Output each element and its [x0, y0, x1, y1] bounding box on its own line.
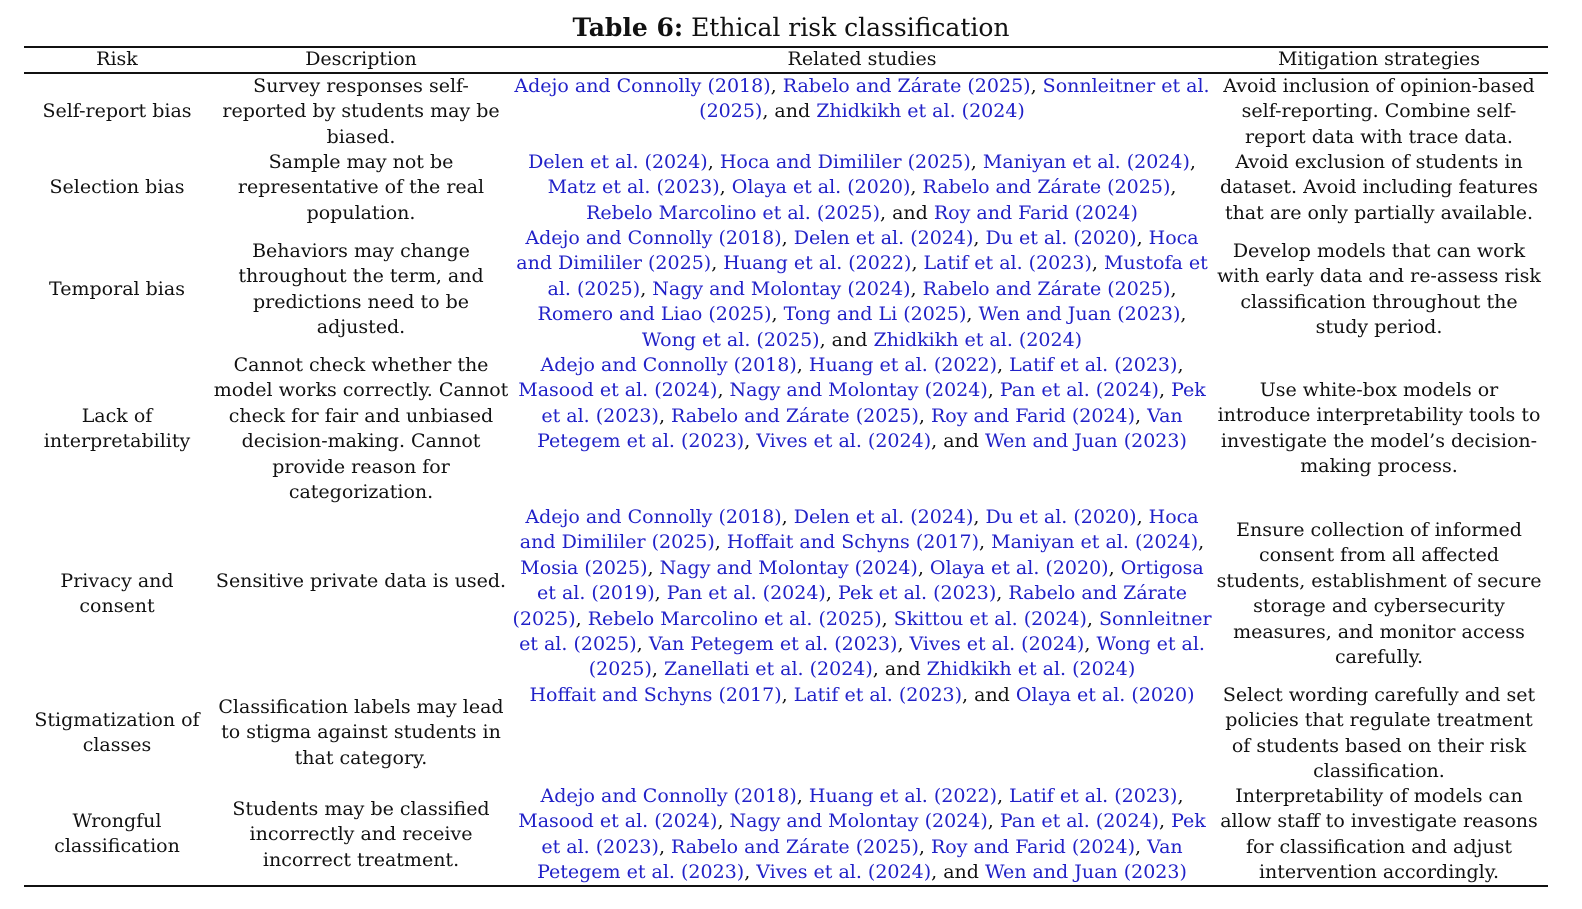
citation-link[interactable]: Olaya et al. (2020)	[731, 176, 911, 199]
citation-separator: ,	[1108, 556, 1121, 579]
citation-link[interactable]: Delen et al. (2024)	[528, 151, 708, 173]
citation-separator: ,	[1198, 531, 1205, 554]
header-description: Description	[305, 48, 417, 70]
citation-link[interactable]: Du et al. (2020)	[985, 506, 1137, 528]
citation-separator: , and	[872, 658, 927, 681]
risk-cell: Lack of interpretability	[43, 405, 191, 453]
citation-link[interactable]: Latif et al. (2023)	[923, 252, 1092, 275]
citation-link[interactable]: Vives et al. (2024)	[756, 430, 932, 453]
citation-separator: , and	[880, 201, 934, 224]
citation-separator: ,	[996, 582, 1009, 605]
citation-separator: ,	[897, 633, 910, 656]
citation-link[interactable]: Adejo and Connolly (2018)	[525, 227, 782, 249]
description-cell: Classification labels may lead to stigma against students in that category.	[218, 696, 504, 769]
header-related-studies: Related studies	[787, 48, 937, 70]
caption-label: Table 6:	[572, 13, 684, 42]
citation-separator: ,	[918, 404, 931, 427]
citation-link[interactable]: Wong et al. (2025)	[588, 633, 1205, 681]
citation-link[interactable]: Mustofa et al. (2025)	[547, 252, 1208, 300]
citation-separator: ,	[987, 810, 1000, 833]
citation-link[interactable]: Masood et al. (2024)	[518, 810, 718, 833]
related-studies-cell	[512, 74, 1212, 125]
citation-separator: ,	[771, 303, 784, 326]
citation-link[interactable]: Maniyan et al. (2024)	[991, 531, 1199, 554]
citation-separator: ,	[707, 151, 720, 173]
citation-link[interactable]: Rabelo and Zárate (2025)	[782, 75, 1031, 97]
citation-separator: ,	[575, 607, 588, 630]
citation-link[interactable]: Pek et al. (2023)	[837, 582, 997, 605]
citation-separator: ,	[997, 785, 1010, 807]
citation-separator: ,	[781, 506, 794, 528]
citation-separator: , and	[819, 328, 874, 351]
citation-link[interactable]: Huang et al. (2022)	[808, 785, 998, 807]
citation-separator: ,	[1136, 227, 1149, 249]
citation-separator: ,	[1158, 379, 1172, 402]
citation-separator: ,	[796, 785, 809, 807]
citation-link[interactable]: Adejo and Connolly (2018)	[514, 75, 771, 97]
citation-separator: , and	[931, 430, 985, 453]
citation-separator: ,	[987, 379, 1000, 402]
citation-link[interactable]: Hoffait and Schyns (2017)	[726, 531, 980, 554]
citation-link[interactable]: Tong and Li (2025)	[783, 303, 967, 326]
citation-link[interactable]: Nagy and Molontay (2024)	[659, 556, 918, 579]
citation-link[interactable]: Rebelo Marcolino et al. (2025)	[586, 201, 880, 224]
citation-separator: ,	[781, 227, 794, 249]
citation-link[interactable]: Latif et al. (2023)	[793, 684, 963, 706]
citation-separator: , and	[931, 861, 985, 884]
description-cell: Behaviors may change throughout the term, and predictions need to be adjusted.	[238, 240, 484, 339]
risk-cell: Temporal bias	[49, 278, 185, 300]
citation-separator: ,	[918, 835, 931, 858]
table-caption	[0, 12, 1582, 44]
citation-separator: ,	[636, 633, 649, 656]
citation-link[interactable]: Olaya et al. (2020)	[1015, 684, 1195, 706]
mitigation-cell: Avoid inclusion of opinion-based self-reporting. Combine self-report data with trace data.	[1223, 75, 1535, 148]
citation-separator: ,	[714, 531, 727, 554]
citation-separator: ,	[1135, 835, 1148, 858]
citation-link[interactable]: Maniyan et al. (2024)	[982, 151, 1190, 173]
citation-separator: ,	[1135, 404, 1148, 427]
citation-separator: ,	[966, 303, 979, 326]
description-cell: Students may be classified incorrectly and receive incorrect treatment.	[232, 798, 490, 871]
citation-link[interactable]: Zhidkikh et al. (2024)	[926, 658, 1136, 681]
citation-separator: ,	[711, 252, 724, 275]
citation-link[interactable]: Wen and Juan (2023)	[978, 303, 1181, 326]
citation-separator: ,	[1030, 75, 1043, 97]
citation-link[interactable]: Zanellati et al. (2024)	[663, 658, 873, 681]
risk-cell: Stigmatization of classes	[34, 709, 200, 757]
citation-link[interactable]: Rabelo and Zárate (2025)	[671, 404, 919, 427]
citation-separator: ,	[717, 379, 730, 402]
mitigation-cell: Interpretability of models can allow staff to investigate reasons for classification and adjust intervention accordingly.	[1220, 785, 1538, 884]
citation-link[interactable]: Rabelo and Zárate (2025)	[922, 277, 1171, 300]
citation-separator: ,	[770, 75, 783, 97]
description-cell: Survey responses self-reported by students may be biased.	[222, 75, 500, 148]
citation-separator: ,	[744, 430, 757, 453]
citation-link[interactable]: Sonnleitner et al. (2025)	[519, 607, 1212, 656]
citation-link[interactable]: Hoca and Dimililer (2025)	[519, 506, 1199, 554]
related-studies-cell	[512, 150, 1212, 226]
risk-cell: Privacy and consent	[60, 570, 174, 618]
citation-link[interactable]: Masood et al. (2024)	[518, 379, 718, 402]
citation-separator: ,	[973, 506, 986, 528]
citation-link[interactable]: Olaya et al. (2020)	[929, 556, 1109, 579]
citation-link[interactable]: Vives et al. (2024)	[756, 861, 932, 884]
citation-separator: ,	[1189, 151, 1196, 173]
citation-link[interactable]: Van Petegem et al. (2023)	[537, 835, 1183, 884]
citation-separator: ,	[1170, 176, 1177, 199]
citation-separator: ,	[917, 556, 930, 579]
citation-link[interactable]: Nagy and Molontay (2024)	[652, 277, 911, 300]
citation-separator: ,	[1170, 277, 1177, 300]
citation-separator: , and	[962, 684, 1016, 706]
citation-link[interactable]: Van Petegem et al. (2023)	[648, 633, 898, 656]
citation-separator: ,	[1177, 785, 1184, 807]
citation-link[interactable]: Huang et al. (2022)	[723, 252, 912, 275]
citation-separator: ,	[911, 252, 924, 275]
citation-link[interactable]: Rabelo and Zárate (2025)	[671, 835, 919, 858]
citation-link[interactable]: Huang et al. (2022)	[808, 354, 998, 376]
citation-separator: ,	[1180, 303, 1187, 326]
citation-link[interactable]: Rebelo Marcolino et al. (2025)	[587, 607, 882, 630]
risk-cell: Selection bias	[49, 176, 185, 198]
citation-link[interactable]: Romero and Liao (2025)	[537, 303, 772, 326]
citation-separator: ,	[719, 176, 732, 199]
citation-link[interactable]: Van Petegem et al. (2023)	[537, 404, 1183, 453]
citation-link[interactable]: Latif et al. (2023)	[1009, 785, 1178, 807]
citation-link[interactable]: Pan et al. (2024)	[666, 582, 826, 605]
citation-link[interactable]: Roy and Farid (2024)	[930, 835, 1136, 858]
risk-cell: Self-report bias	[42, 100, 192, 122]
citation-link[interactable]: Nagy and Molontay (2024)	[729, 810, 988, 833]
citation-link[interactable]: Adejo and Connolly (2018)	[540, 785, 797, 807]
citation-separator: ,	[640, 277, 653, 300]
citation-link[interactable]: Adejo and Connolly (2018)	[525, 506, 782, 528]
citation-separator: ,	[1158, 810, 1172, 833]
mitigation-cell: Use white-box models or introduce interpretability tools to investigate the model’s decision-making process.	[1217, 379, 1541, 478]
related-studies-cell	[512, 226, 1212, 353]
citation-separator: ,	[658, 835, 672, 858]
citation-separator: ,	[1177, 354, 1184, 376]
citation-link[interactable]: Wong et al. (2025)	[641, 328, 820, 351]
related-studies-cell	[512, 505, 1212, 683]
citation-link[interactable]: Ortigosa et al. (2019)	[537, 556, 1204, 605]
citation-link[interactable]: Matz et al. (2023)	[547, 176, 720, 199]
header-mitigation: Mitigation strategies	[1277, 48, 1481, 70]
citation-separator: ,	[1086, 607, 1100, 630]
citation-separator: ,	[881, 607, 894, 630]
citation-separator: ,	[973, 227, 986, 249]
citation-link[interactable]: Roy and Farid (2024)	[933, 201, 1138, 224]
citation-link[interactable]: Pek et al. (2023)	[541, 810, 1206, 858]
related-studies-cell	[512, 353, 1212, 455]
citation-separator: ,	[654, 582, 667, 605]
citation-separator: ,	[781, 684, 794, 706]
citation-separator: ,	[796, 354, 809, 376]
citation-separator: ,	[651, 658, 664, 681]
mitigation-cell: Ensure collection of informed consent from all affected students, establishment of secure storage and cybersecurity measures, and monitor access carefully.	[1216, 519, 1542, 669]
citation-link[interactable]: Delen et al. (2024)	[793, 506, 974, 528]
citation-link[interactable]: Vives et al. (2024)	[909, 633, 1085, 656]
citation-link[interactable]: Mosia (2025)	[520, 556, 648, 579]
citation-link[interactable]: Wen and Juan (2023)	[984, 430, 1187, 453]
citation-link[interactable]: Pan et al. (2024)	[999, 810, 1159, 833]
citation-link[interactable]: Zhidkikh et al. (2024)	[816, 100, 1025, 123]
citation-separator: ,	[744, 861, 757, 884]
citation-link[interactable]: Nagy and Molontay (2024)	[729, 379, 988, 402]
citation-separator: ,	[970, 151, 983, 173]
citation-link[interactable]: Hoffait and Schyns (2017)	[529, 684, 782, 706]
mitigation-cell: Select wording carefully and set policies that regulate treatment of students based on their risk classification.	[1222, 684, 1536, 783]
citation-separator: ,	[1091, 252, 1104, 275]
citation-separator: , and	[762, 100, 817, 123]
citation-link[interactable]: Roy and Farid (2024)	[930, 404, 1136, 427]
citation-link[interactable]: Du et al. (2020)	[985, 227, 1137, 249]
citation-link[interactable]: Delen et al. (2024)	[793, 227, 974, 249]
description-cell: Sensitive private data is used.	[215, 570, 507, 592]
citation-link[interactable]: Sonnleitner et al. (2025)	[699, 75, 1210, 123]
citation-link[interactable]: Pan et al. (2024)	[999, 379, 1159, 402]
citation-link[interactable]: Zhidkikh et al. (2024)	[873, 328, 1083, 351]
citation-separator: ,	[910, 277, 923, 300]
citation-link[interactable]: Hoca and Dimililer (2025)	[516, 227, 1199, 275]
related-studies-cell	[512, 683, 1212, 708]
citation-link[interactable]: Skittou et al. (2024)	[893, 607, 1087, 630]
description-cell: Sample may not be representative of the real population.	[237, 151, 485, 224]
description-cell: Cannot check whether the model works correctly. Cannot check for fair and unbiased decision-making. Cannot provide reason for categorization.	[213, 354, 509, 504]
citation-separator: ,	[1136, 506, 1149, 528]
mitigation-cell: Develop models that can work with early data and re-assess risk classification throughout the study period.	[1217, 240, 1541, 339]
header-risk: Risk	[96, 48, 138, 70]
citation-link[interactable]: Rabelo and Zárate (2025)	[512, 582, 1187, 630]
citation-separator: ,	[717, 810, 730, 833]
caption-title: Ethical risk classification	[691, 13, 1010, 42]
citation-link[interactable]: Latif et al. (2023)	[1009, 354, 1178, 376]
mitigation-cell: Avoid exclusion of students in dataset. Avoid including features that are only partially available.	[1219, 151, 1539, 224]
citation-separator: ,	[647, 556, 660, 579]
citation-separator: ,	[997, 354, 1010, 376]
citation-separator: ,	[825, 582, 838, 605]
citation-separator: ,	[910, 176, 923, 199]
citation-link[interactable]: Wen and Juan (2023)	[984, 861, 1187, 884]
citation-link[interactable]: Hoca and Dimililer (2025)	[719, 151, 971, 173]
citation-separator: ,	[658, 404, 672, 427]
citation-link[interactable]: Rabelo and Zárate (2025)	[922, 176, 1171, 199]
citation-separator: ,	[1084, 633, 1097, 656]
risk-cell: Wrongful classification	[54, 810, 180, 858]
citation-link[interactable]: Pek et al. (2023)	[541, 379, 1206, 427]
citation-separator: ,	[979, 531, 992, 554]
related-studies-cell	[512, 784, 1212, 886]
citation-link[interactable]: Adejo and Connolly (2018)	[540, 354, 797, 376]
